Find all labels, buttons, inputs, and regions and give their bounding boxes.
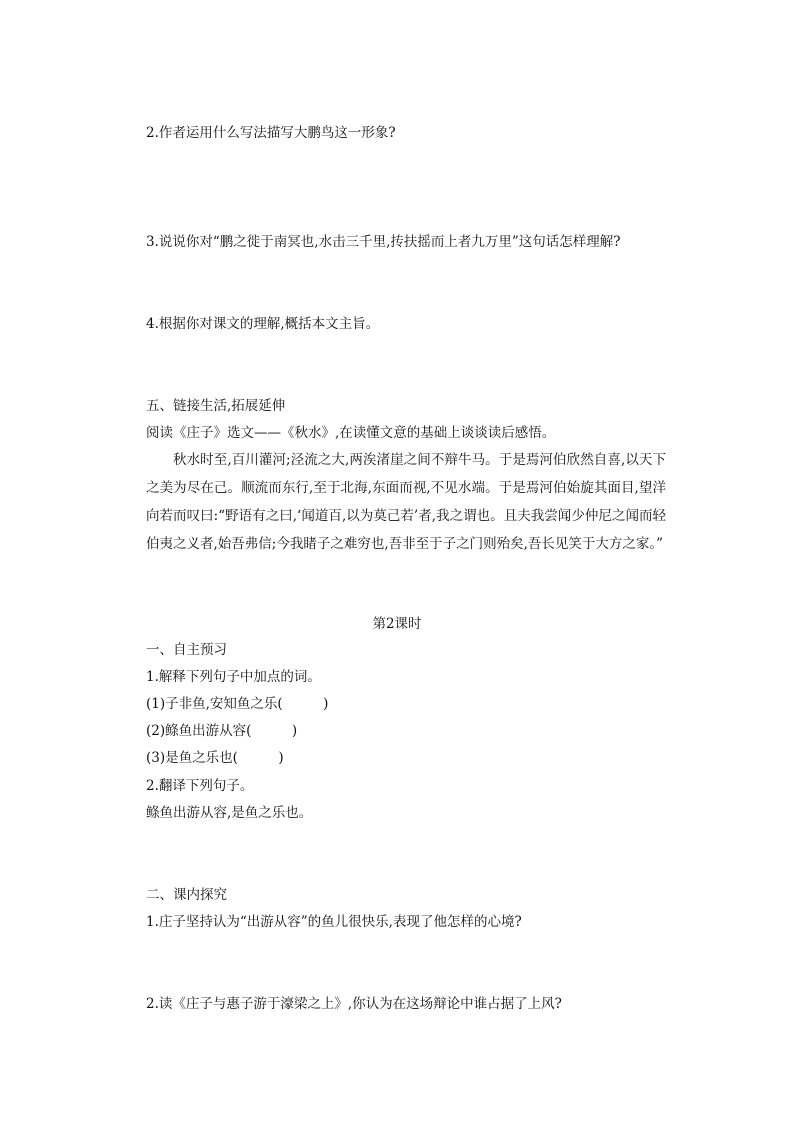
explain-item-2: (2)鲦鱼出游从容( ) [146,723,298,739]
explain-words-question: 1.解释下列句子中加点的词。 [146,669,321,685]
inquiry-question-2: 2.读《庄子与惠子游于濠梁之上》,你认为在这场辩论中谁占据了上风? [146,996,562,1012]
section-5-instruction: 阅读《庄子》选文——《秋水》,在读懂文意的基础上谈谈读后感悟。 [146,425,556,441]
inquiry-question-1: 1.庄子坚持认为“出游从容”的鱼儿很快乐,表现了他怎样的心境? [146,914,522,930]
lesson-title: 第2课时 [372,616,422,632]
autumn-water-passage: 秋水时至,百川灌河;泾流之大,两涘渚崖之间不辩牛马。于是焉河伯欣然自喜,以天下之美为尽在己。顺流而东行,至于北海,东面而视,不见水端。于是焉河伯始旋其面目,望洋向若而叹曰:“野语有之曰,‘闻道百,以为莫己若’者,我之谓也。且夫我尝闻少仲尼之闻而轻伯夷之义者,始吾弗信;今我睹子之难穷也,吾非至于子之门则殆矣,吾长见笑于大方之家。” [146,452,666,552]
question-4: 4.根据你对课文的理解,概括本文主旨。 [146,316,380,332]
translate-question: 2.翻译下列句子。 [146,778,254,794]
question-3: 3.说说你对“鹏之徙于南冥也,水击三千里,抟扶摇而上者九万里”这句话怎样理解? [146,234,621,250]
section-1-heading: 一、自主预习 [146,642,227,658]
explain-item-1: (1)子非鱼,安知鱼之乐( ) [146,696,329,712]
question-2: 2.作者运用什么写法描写大鹏鸟这一形象? [146,125,396,141]
explain-item-3: (3)是鱼之乐也( ) [146,750,284,766]
translate-sentence: 鲦鱼出游从容,是鱼之乐也。 [146,805,313,821]
section-5-heading: 五、链接生活,拓展延伸 [146,398,286,414]
section-2-heading: 二、课内探究 [146,887,227,903]
